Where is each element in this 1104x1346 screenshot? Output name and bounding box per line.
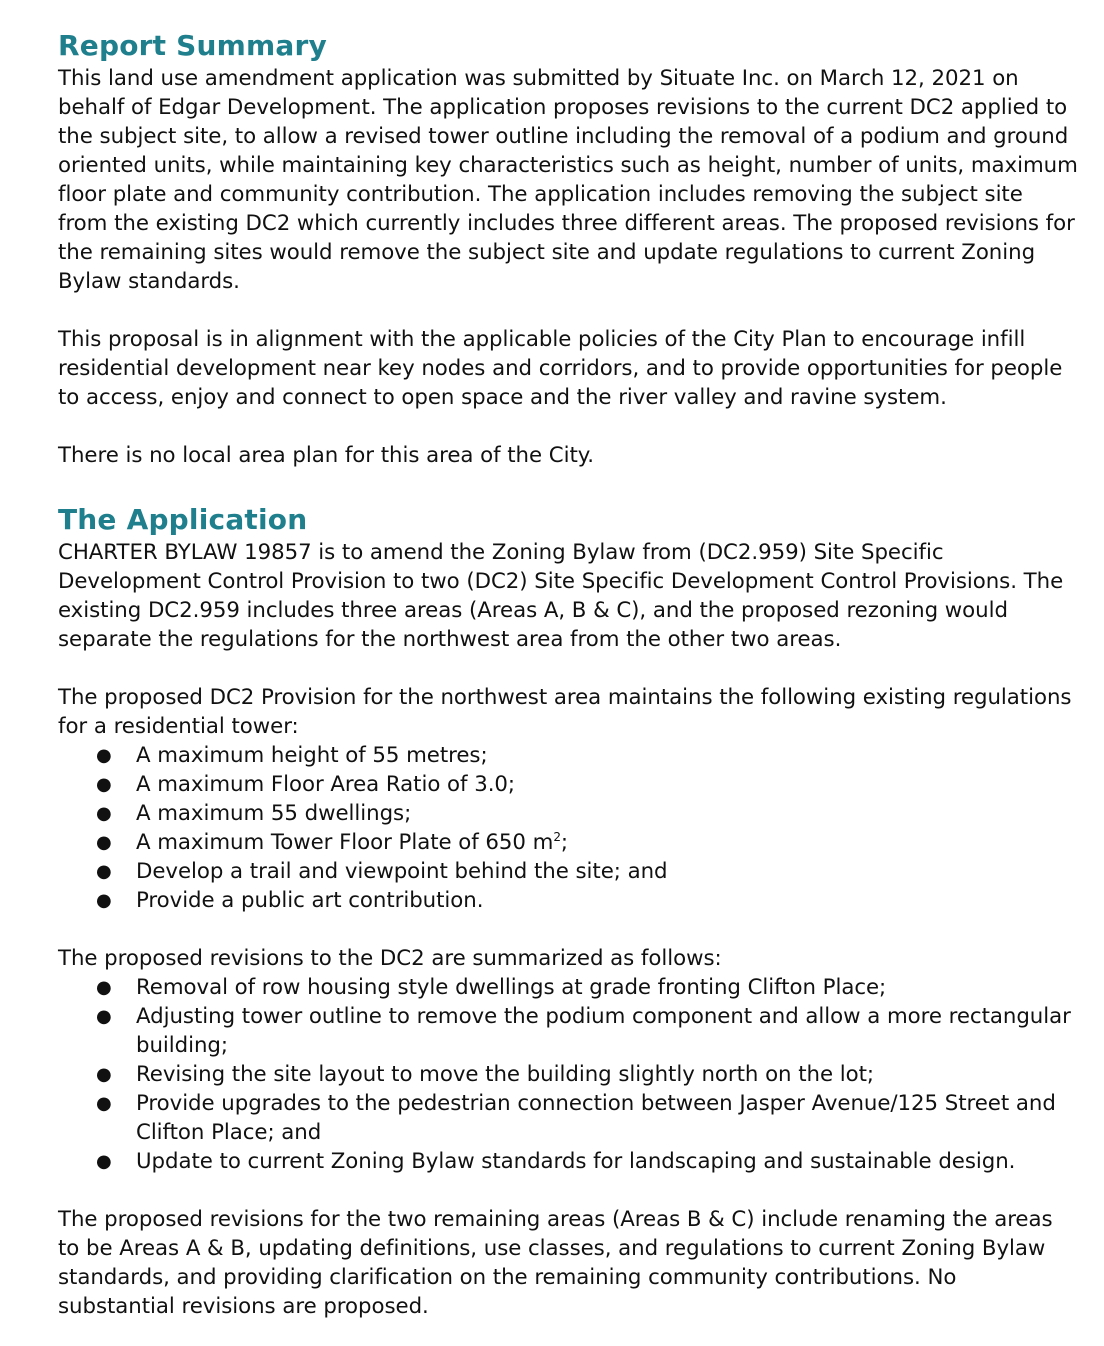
- application-paragraph-3: The proposed revisions to the DC2 are summarized as follows:: [58, 946, 722, 971]
- report-summary-paragraph-2: This proposal is in alignment with the applicable policies of the City Plan to encourage infill residential development near key nodes and corridors, and to provide opportunities for people to access, enjoy and connect to open space and the river valley and ravine system.: [58, 327, 1063, 410]
- bullet-icon: ●: [96, 1151, 112, 1172]
- bullet-icon: ●: [96, 1006, 112, 1027]
- bullet-icon: ●: [96, 745, 112, 766]
- list-item: ● Provide upgrades to the pedestrian connection between Jasper Avenue/125 Street and Clifton Place; and: [96, 1091, 1056, 1145]
- bullet-icon: ●: [96, 861, 112, 882]
- application-paragraph-4: The proposed revisions for the two remaining areas (Areas B & C) include renaming the areas to be Areas A & B, updating definitions, use classes, and regulations to current Zoning Bylaw standards, and providing clarification on the remaining community contributions. No substantial revisions are proposed.: [58, 1207, 1053, 1319]
- proposed-revisions-list: [58, 973, 1078, 1176]
- list-item: ● Removal of row housing style dwellings at grade fronting Clifton Place;: [96, 975, 887, 1000]
- bullet-icon: ●: [96, 832, 112, 853]
- bullet-icon: ●: [96, 1093, 112, 1114]
- list-item: ● Develop a trail and viewpoint behind the site; and: [96, 859, 668, 884]
- list-item: ● A maximum Floor Area Ratio of 3.0;: [96, 772, 516, 797]
- application-paragraph-2: The proposed DC2 Provision for the northwest area maintains the following existing regulations for a residential tower:: [58, 685, 1072, 739]
- bullet-icon: ●: [96, 1064, 112, 1085]
- list-item: ● Update to current Zoning Bylaw standards for landscaping and sustainable design.: [96, 1149, 1016, 1174]
- list-item: ● A maximum Tower Floor Plate of 650 $m^2$;: [96, 829, 569, 855]
- list-item: ● Adjusting tower outline to remove the podium component and allow a more rectangular building;: [96, 1004, 1071, 1058]
- the-application-heading: The Application: [58, 503, 308, 536]
- document-page: [58, 28, 1078, 1321]
- list-item: ● Provide a public art contribution.: [96, 888, 484, 913]
- bullet-icon: ●: [96, 890, 112, 911]
- report-summary-paragraph-3: There is no local area plan for this area of the City.: [58, 443, 594, 468]
- bullet-icon: ●: [96, 774, 112, 795]
- superscript: 2: [553, 829, 561, 844]
- bullet-icon: ●: [96, 977, 112, 998]
- list-item: ● Revising the site layout to move the building slightly north on the lot;: [96, 1062, 875, 1087]
- list-item: ● A maximum 55 dwellings;: [96, 801, 412, 826]
- report-summary-heading: Report Summary: [58, 29, 327, 62]
- list-item: ● A maximum height of 55 metres;: [96, 743, 488, 768]
- bullet-icon: ●: [96, 803, 112, 824]
- existing-regulations-list: [58, 741, 1078, 915]
- report-summary-paragraph-1: This land use amendment application was submitted by Situate Inc. on March 12, 2021 on behalf of Edgar Development. The application proposes revisions to the current DC2 applied to the subject site, to allow a revised tower outline including the removal of a podium and ground oriented units, while maintaining key characteristics such as height, number of units, maximum floor plate and community contribution. The application includes removing the subject site from the existing DC2 which currently includes three different areas. The proposed revisions for the remaining sites would remove the subject site and update regulations to current Zoning Bylaw standards.: [58, 66, 1078, 294]
- application-paragraph-1: CHARTER BYLAW 19857 is to amend the Zoning Bylaw from (DC2.959) Site Specific Development Control Provision to two (DC2) Site Specific Development Control Provisions. The existing DC2.959 includes three areas (Areas A, B & C), and the proposed rezoning would separate the regulations for the northwest area from the other two areas.: [58, 540, 1064, 652]
